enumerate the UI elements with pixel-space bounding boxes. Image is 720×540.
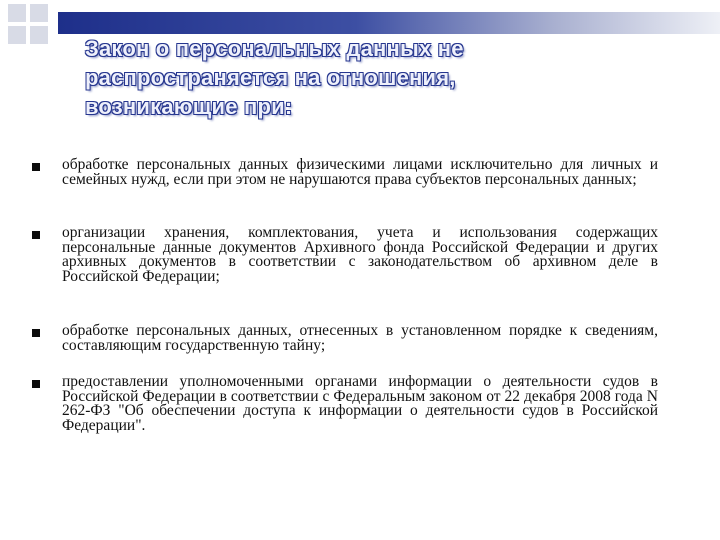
square-bullet-icon (32, 231, 40, 239)
bullet-text: обработке персональных данных, отнесенных в установленном порядке к сведениям, составляющим государственную тайну; (62, 322, 658, 354)
square-bullet-icon (32, 163, 40, 171)
title-line: возникающие при: (85, 94, 293, 119)
bullet-text: предоставлении уполномоченными органами информации о деятельности судов в Российской Федерации в соответствии с Федеральным законом от 22 декабря 2008 года N 262-ФЗ "Об обеспечении доступа к информации о деятельности судов в Российской Федерации". (62, 373, 658, 434)
square-bullet-icon (32, 380, 40, 388)
title-line: Закон о персональных данных не (85, 36, 464, 61)
bullet-text: обработке персональных данных физическими лицами исключительно для личных и семейных нужд, если при этом не нарушаются права субъектов персональных данных; (62, 156, 658, 188)
header-gradient-bar (58, 12, 720, 34)
decor-square (8, 4, 26, 22)
slide-title (85, 34, 685, 121)
decor-square (30, 26, 48, 44)
bullet-text: организации хранения, комплектования, учета и использования содержащих персональные данные документов Архивного фонда Российской Федерации и других архивных документов в соответствии с законодательством об архивном деле в Российской Федерации; (62, 224, 658, 285)
decor-square (8, 26, 26, 44)
title-line: распространяется на отношения, (85, 65, 456, 90)
square-bullet-icon (32, 329, 40, 337)
decor-square (30, 4, 48, 22)
